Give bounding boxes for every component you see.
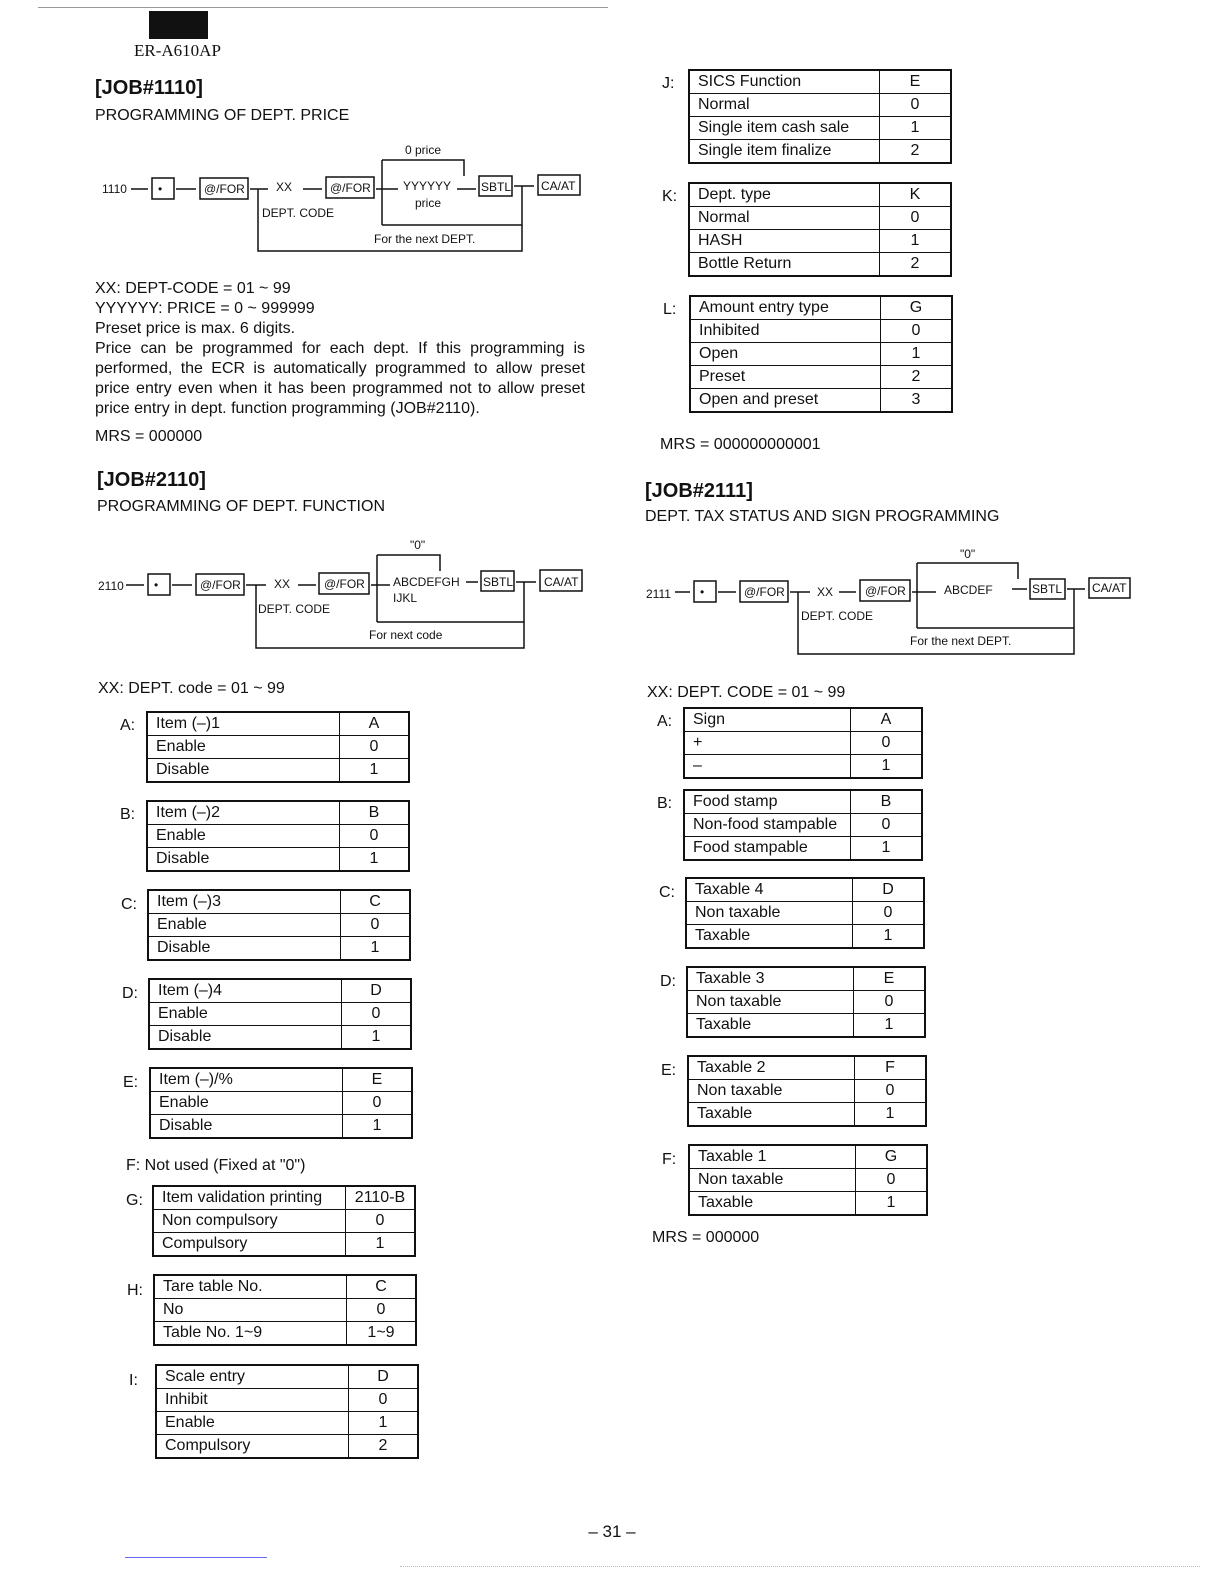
table-value-cell: 0 <box>856 1169 928 1192</box>
table-value-cell: 2 <box>881 366 953 389</box>
table-value-cell: 1 <box>342 1026 412 1050</box>
d1-next: For the next DEPT. <box>374 232 476 246</box>
table-label-cell: Inhibited <box>690 320 881 343</box>
footer-rule-right <box>400 1566 1200 1567</box>
tbl-B-label: B: <box>120 806 136 823</box>
table-value-cell: 1 <box>341 937 411 961</box>
table-value-cell: 0 <box>853 902 925 925</box>
table-label-cell: Single item finalize <box>689 140 880 164</box>
table-value-cell: D <box>349 1365 419 1389</box>
table-value-cell: G <box>856 1145 928 1169</box>
table-value-cell: 1 <box>851 755 923 779</box>
job2111-title: [JOB#2111] <box>645 480 753 502</box>
diagram-label: • <box>154 578 159 592</box>
table-label-cell: Taxable 3 <box>687 967 854 991</box>
table-label-cell: Enable <box>148 914 341 937</box>
diagram-label: 2111 <box>646 587 671 601</box>
table-value-cell: 1 <box>880 230 952 253</box>
table-value-cell: 1~9 <box>347 1322 417 1346</box>
table-label-cell: Enable <box>150 1092 343 1115</box>
job2111-subtitle: DEPT. TAX STATUS AND SIGN PROGRAMMING <box>645 508 1000 525</box>
table-sign <box>683 707 923 779</box>
table-label-cell: Non taxable <box>689 1169 856 1192</box>
diagram-label: ABCDEFGH <box>393 575 460 589</box>
table-label-cell: Preset <box>690 366 881 389</box>
table-value-cell: 1 <box>855 1103 927 1127</box>
table-value-cell: K <box>880 183 952 207</box>
diagram-label: XX <box>274 577 291 591</box>
table-value-cell: 1 <box>343 1115 413 1139</box>
diagram-label: @/FOR <box>865 584 906 598</box>
table-label-cell: Single item cash sale <box>689 117 880 140</box>
tbl-L-label: L: <box>663 301 677 318</box>
table-label-cell: Tare table No. <box>154 1275 347 1299</box>
table-label-cell: Disable <box>147 759 340 783</box>
table-label-cell: Taxable <box>686 925 853 949</box>
tbl-2111-B-label: B: <box>657 795 673 812</box>
table-label-cell: Enable <box>147 736 340 759</box>
table-value-cell: 2 <box>880 140 952 164</box>
tbl-H-label: H: <box>127 1282 143 1299</box>
table-value-cell: 0 <box>343 1092 413 1115</box>
table-label-cell: Dept. type <box>689 183 880 207</box>
table-value-cell: 0 <box>881 320 953 343</box>
table-value-cell: A <box>340 712 410 736</box>
table-sics <box>688 69 952 164</box>
table-label-cell: + <box>684 732 851 755</box>
diagram-label: @/FOR <box>744 585 785 599</box>
table-value-cell: B <box>340 801 410 825</box>
table-value-cell: D <box>342 979 412 1003</box>
d1-dept-code: DEPT. CODE <box>262 206 335 220</box>
table-value-cell: 2 <box>349 1435 419 1459</box>
diagram-label: • <box>158 182 163 196</box>
table-label-cell: No <box>154 1299 347 1322</box>
header-black-tab <box>149 11 208 39</box>
job2111-mrs: MRS = 000000 <box>652 1229 760 1246</box>
footer-rule-left <box>125 1557 267 1558</box>
table-label-cell: Food stamp <box>684 790 851 814</box>
diagram-label: CA/AT <box>541 179 576 193</box>
right-top-mrs: MRS = 000000000001 <box>660 436 821 453</box>
job1110-title: [JOB#1110] <box>95 77 203 99</box>
diagram-stroke <box>382 160 464 176</box>
table-item-minus-percent <box>149 1067 413 1139</box>
table-value-cell: 1 <box>340 848 410 872</box>
table-label-cell: Normal <box>689 94 880 117</box>
diagram-label: For the next DEPT. <box>910 634 1012 648</box>
diagram-label: SBTL <box>1032 582 1063 596</box>
tbl-2111-A-label: A: <box>657 713 673 730</box>
table-value-cell: 3 <box>881 389 953 413</box>
table-value-cell: 1 <box>340 759 410 783</box>
table-value-cell: D <box>853 878 925 902</box>
table-value-cell: 0 <box>346 1210 416 1233</box>
table-label-cell: Non compulsory <box>153 1210 346 1233</box>
diagram-stroke <box>377 555 440 571</box>
table-value-cell: G <box>881 296 953 320</box>
diagram-label: "0" <box>410 538 426 552</box>
table-label-cell: Taxable <box>687 1014 854 1038</box>
table-label-cell: Taxable <box>688 1103 855 1127</box>
d1-dot-key <box>152 178 174 199</box>
table-label-cell: Open <box>690 343 881 366</box>
d1-price: price <box>415 196 442 210</box>
table-label-cell: Enable <box>156 1412 349 1435</box>
table-value-cell: 0 <box>347 1299 417 1322</box>
table-label-cell: Disable <box>150 1115 343 1139</box>
table-value-cell: 1 <box>854 1014 926 1038</box>
job2111-xx: XX: DEPT. CODE = 01 ~ 99 <box>647 684 846 701</box>
job2110-f-note: F: Not used (Fixed at "0") <box>126 1157 306 1174</box>
table-value-cell: 0 <box>340 736 410 759</box>
table-item-validation <box>152 1185 416 1257</box>
diagram-label: DEPT. CODE <box>801 609 874 623</box>
table-value-cell: 1 <box>881 343 953 366</box>
table-value-cell: C <box>347 1275 417 1299</box>
tbl-K-label: K: <box>662 188 678 205</box>
tbl-2111-C-label: C: <box>659 884 675 901</box>
table-value-cell: 1 <box>346 1233 416 1257</box>
table-value-cell: E <box>343 1068 413 1092</box>
table-label-cell: Disable <box>149 1026 342 1050</box>
diagram-label: For next code <box>369 628 443 642</box>
diagram-label: IJKL <box>393 591 418 605</box>
table-value-cell: C <box>341 890 411 914</box>
diagram-label: @/FOR <box>324 577 365 591</box>
job1110-diagram <box>100 140 590 255</box>
job1110-subtitle: PROGRAMMING OF DEPT. PRICE <box>95 107 350 124</box>
table-label-cell: Item (–)3 <box>148 890 341 914</box>
d1-yyy: YYYYYY <box>403 179 452 193</box>
table-dept-type <box>688 182 952 277</box>
table-value-cell: F <box>855 1056 927 1080</box>
diagram-label: "0" <box>960 547 976 561</box>
d3-dot-key <box>694 581 716 602</box>
diagram-label: @/FOR <box>330 181 371 195</box>
diagram-label: @/FOR <box>200 578 241 592</box>
table-value-cell: 0 <box>340 825 410 848</box>
table-label-cell: Disable <box>147 848 340 872</box>
tbl-C-label: C: <box>121 896 137 913</box>
table-label-cell: Taxable 2 <box>688 1056 855 1080</box>
d1-zero-price: 0 price <box>405 143 442 157</box>
diagram-label: XX <box>817 585 834 599</box>
table-value-cell: 1 <box>880 117 952 140</box>
table-value-cell: 1 <box>856 1192 928 1216</box>
table-taxable-3 <box>686 966 926 1038</box>
table-value-cell: 0 <box>349 1389 419 1412</box>
table-label-cell: Enable <box>147 825 340 848</box>
diagram-label: ABCDEF <box>944 583 993 597</box>
job2110-subtitle: PROGRAMMING OF DEPT. FUNCTION <box>97 498 385 515</box>
table-label-cell: Inhibit <box>156 1389 349 1412</box>
table-label-cell: Compulsory <box>156 1435 349 1459</box>
table-label-cell: Taxable <box>689 1192 856 1216</box>
tbl-A-label: A: <box>120 717 136 734</box>
table-tare <box>153 1274 417 1346</box>
job1110-paragraph: Price can be programmed for each dept. If this programming is performed, the ECR is automatically programmed to allow preset price entry even when it has been programmed not to allow preset price entry in dept. function programming (JOB#2110). <box>95 340 585 417</box>
table-label-cell: Table No. 1~9 <box>154 1322 347 1346</box>
table-value-cell: 0 <box>854 991 926 1014</box>
table-label-cell: Bottle Return <box>689 253 880 277</box>
table-label-cell: Normal <box>689 207 880 230</box>
table-value-cell: 2110-B <box>346 1186 416 1210</box>
table-item-minus-4 <box>148 978 412 1050</box>
tbl-2111-F-label: F: <box>662 1151 677 1168</box>
tbl-I-label: I: <box>129 1372 138 1389</box>
table-item-minus-2 <box>146 800 410 872</box>
table-value-cell: 0 <box>851 814 923 837</box>
diagram-label: SBTL <box>483 575 514 589</box>
table-value-cell: A <box>851 708 923 732</box>
table-scale-entry <box>155 1364 419 1459</box>
diagram-label: @/FOR <box>204 182 245 196</box>
table-label-cell: Non taxable <box>688 1080 855 1103</box>
table-label-cell: Taxable 4 <box>686 878 853 902</box>
table-label-cell: Item (–)4 <box>149 979 342 1003</box>
job1110-line-3: Preset price is max. 6 digits. <box>95 320 296 337</box>
table-label-cell: Scale entry <box>156 1365 349 1389</box>
job1110-line-1: XX: DEPT-CODE = 01 ~ 99 <box>95 280 291 297</box>
d1-start: 1110 <box>102 182 127 196</box>
tbl-E-label: E: <box>123 1074 139 1091</box>
table-label-cell: Item (–)2 <box>147 801 340 825</box>
table-value-cell: E <box>880 70 952 94</box>
tbl-G-label: G: <box>126 1192 143 1209</box>
diagram-stroke <box>917 563 1018 579</box>
table-label-cell: Item (–)/% <box>150 1068 343 1092</box>
table-taxable-4 <box>685 877 925 949</box>
d2-dot-key <box>148 574 170 595</box>
table-value-cell: B <box>851 790 923 814</box>
table-value-cell: 0 <box>341 914 411 937</box>
job2110-xx: XX: DEPT. code = 01 ~ 99 <box>98 680 285 697</box>
table-label-cell: HASH <box>689 230 880 253</box>
table-value-cell: 0 <box>880 94 952 117</box>
table-amount-entry <box>689 295 953 413</box>
job2110-title: [JOB#2110] <box>97 469 206 491</box>
tbl-J-label: J: <box>662 75 675 92</box>
table-value-cell: 1 <box>853 925 925 949</box>
table-taxable-2 <box>687 1055 927 1127</box>
table-value-cell: 2 <box>880 253 952 277</box>
table-label-cell: Sign <box>684 708 851 732</box>
job2111-diagram <box>644 546 1144 661</box>
model-name: ER-A610AP <box>134 41 221 60</box>
table-label-cell: Enable <box>149 1003 342 1026</box>
table-label-cell: Disable <box>148 937 341 961</box>
table-label-cell: Non taxable <box>686 902 853 925</box>
table-label-cell: SICS Function <box>689 70 880 94</box>
job1110-mrs: MRS = 000000 <box>95 428 203 445</box>
job2110-diagram <box>96 536 592 656</box>
table-label-cell: Non-food stampable <box>684 814 851 837</box>
diagram-label: DEPT. CODE <box>258 602 331 616</box>
table-value-cell: 0 <box>851 732 923 755</box>
tbl-D-label: D: <box>122 985 138 1002</box>
job1110-notes <box>95 279 585 447</box>
table-label-cell: Food stampable <box>684 837 851 861</box>
table-value-cell: 0 <box>855 1080 927 1103</box>
table-label-cell: Compulsory <box>153 1233 346 1257</box>
table-label-cell: Open and preset <box>690 389 881 413</box>
table-label-cell: Item (–)1 <box>147 712 340 736</box>
tbl-2111-D-label: D: <box>660 973 676 990</box>
diagram-label: SBTL <box>481 180 512 194</box>
table-item-minus-1 <box>146 711 410 783</box>
diagram-label: CA/AT <box>544 575 579 589</box>
table-value-cell: 0 <box>342 1003 412 1026</box>
table-value-cell: 1 <box>349 1412 419 1435</box>
table-value-cell: E <box>854 967 926 991</box>
table-label-cell: – <box>684 755 851 779</box>
tbl-2111-E-label: E: <box>661 1062 677 1079</box>
table-label-cell: Amount entry type <box>690 296 881 320</box>
table-taxable-1 <box>688 1144 928 1216</box>
diagram-label: CA/AT <box>1092 581 1127 595</box>
table-label-cell: Item validation printing <box>153 1186 346 1210</box>
table-value-cell: 0 <box>880 207 952 230</box>
diagram-label: • <box>700 585 705 599</box>
d1-xx: XX <box>276 180 293 194</box>
table-value-cell: 1 <box>851 837 923 861</box>
table-label-cell: Taxable 1 <box>689 1145 856 1169</box>
table-item-minus-3 <box>147 889 411 961</box>
header-rule <box>38 7 608 8</box>
page-number: – 31 – <box>588 1522 636 1541</box>
job1110-line-2: YYYYYY: PRICE = 0 ~ 999999 <box>95 300 315 317</box>
diagram-label: 2110 <box>98 579 124 593</box>
table-label-cell: Non taxable <box>687 991 854 1014</box>
table-food-stamp <box>683 789 923 861</box>
